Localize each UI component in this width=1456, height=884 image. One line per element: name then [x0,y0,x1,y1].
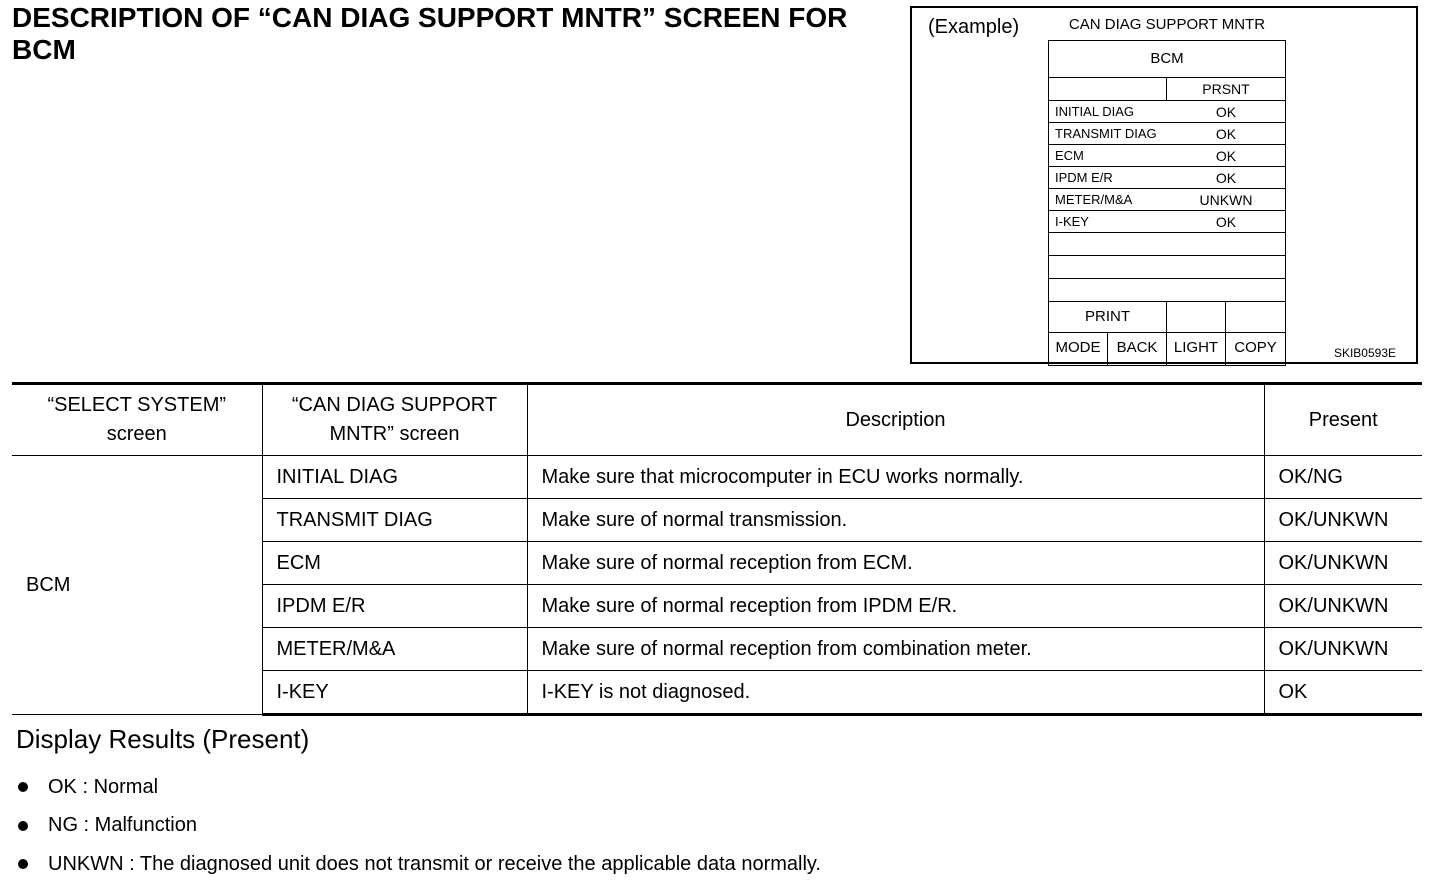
result-text: NG : Malfunction [48,814,197,837]
back-button: BACK [1108,333,1167,365]
screen-empty-row [1048,232,1286,256]
description-cell: Make sure of normal reception from combination meter. [527,628,1264,671]
table-header-row [12,384,1422,456]
list-item [16,845,821,884]
results-list [16,768,821,884]
description-cell: Make sure that microcomputer in ECU works normally. [527,456,1264,499]
item-cell: INITIAL DIAG [262,456,527,499]
screen-column-header: PRSNT [1202,81,1250,97]
copy-button: COPY [1234,339,1277,356]
present-cell: OK/UNKWN [1264,628,1422,671]
screen-row: TRANSMIT DIAG OK [1048,122,1286,145]
item-cell: IPDM E/R [262,585,527,628]
item-cell: I-KEY [262,671,527,715]
screen-empty-row [1048,278,1286,302]
table-row [12,456,1422,499]
present-cell: OK/UNKWN [1264,585,1422,628]
present-cell: OK/UNKWN [1264,499,1422,542]
light-button: LIGHT [1167,333,1226,365]
screen-system-label: BCM [1150,50,1184,67]
screen-row: I-KEY OK [1048,210,1286,233]
screen-title: CAN DIAG SUPPORT MNTR [1068,16,1266,33]
list-item [16,768,821,807]
system-cell: BCM [12,456,262,715]
col-header-present: Present [1264,384,1422,456]
screen-print-row [1048,301,1286,333]
description-cell: Make sure of normal reception from IPDM E/R. [527,585,1264,628]
col-header-select-system: “SELECT SYSTEM” screen [12,384,262,456]
example-label: (Example) [928,16,1020,38]
present-cell: OK [1264,671,1422,715]
results-heading: Display Results (Present) [16,724,310,754]
print-button: PRINT [1049,302,1167,332]
example-figure [910,6,1418,364]
bullet-icon [18,859,28,869]
bullet-icon [18,782,28,792]
description-cell: Make sure of normal transmission. [527,499,1264,542]
screen-empty-row [1048,255,1286,279]
screen-system-row [1048,40,1286,78]
item-cell: ECM [262,542,527,585]
col-header-can-diag: “CAN DIAG SUPPORT MNTR” screen [262,384,527,456]
mode-button: MODE [1049,333,1108,365]
present-cell: OK/UNKWN [1264,542,1422,585]
screen-button-row [1048,332,1286,366]
description-cell: I-KEY is not diagnosed. [527,671,1264,715]
page-title: DESCRIPTION OF “CAN DIAG SUPPORT MNTR” SCREEN FOR BCM [12,2,848,65]
screen-row: IPDM E/R OK [1048,166,1286,189]
screen-row: ECM OK [1048,144,1286,167]
screen-row: INITIAL DIAG OK [1048,100,1286,123]
result-text: UNKWN : The diagnosed unit does not transmit or receive the applicable data normally. [48,852,821,875]
item-cell: METER/M&A [262,628,527,671]
item-cell: TRANSMIT DIAG [262,499,527,542]
description-cell: Make sure of normal reception from ECM. [527,542,1264,585]
present-cell: OK/NG [1264,456,1422,499]
figure-code: SKIB0593E [1333,346,1396,360]
result-text: OK : Normal [48,775,159,798]
list-item [16,807,821,846]
bullet-icon [18,821,28,831]
screen-header-row [1048,77,1286,101]
screen-row: METER/M&A UNKWN [1048,188,1286,211]
col-header-description: Description [527,384,1264,456]
diag-support-table [12,382,1422,716]
